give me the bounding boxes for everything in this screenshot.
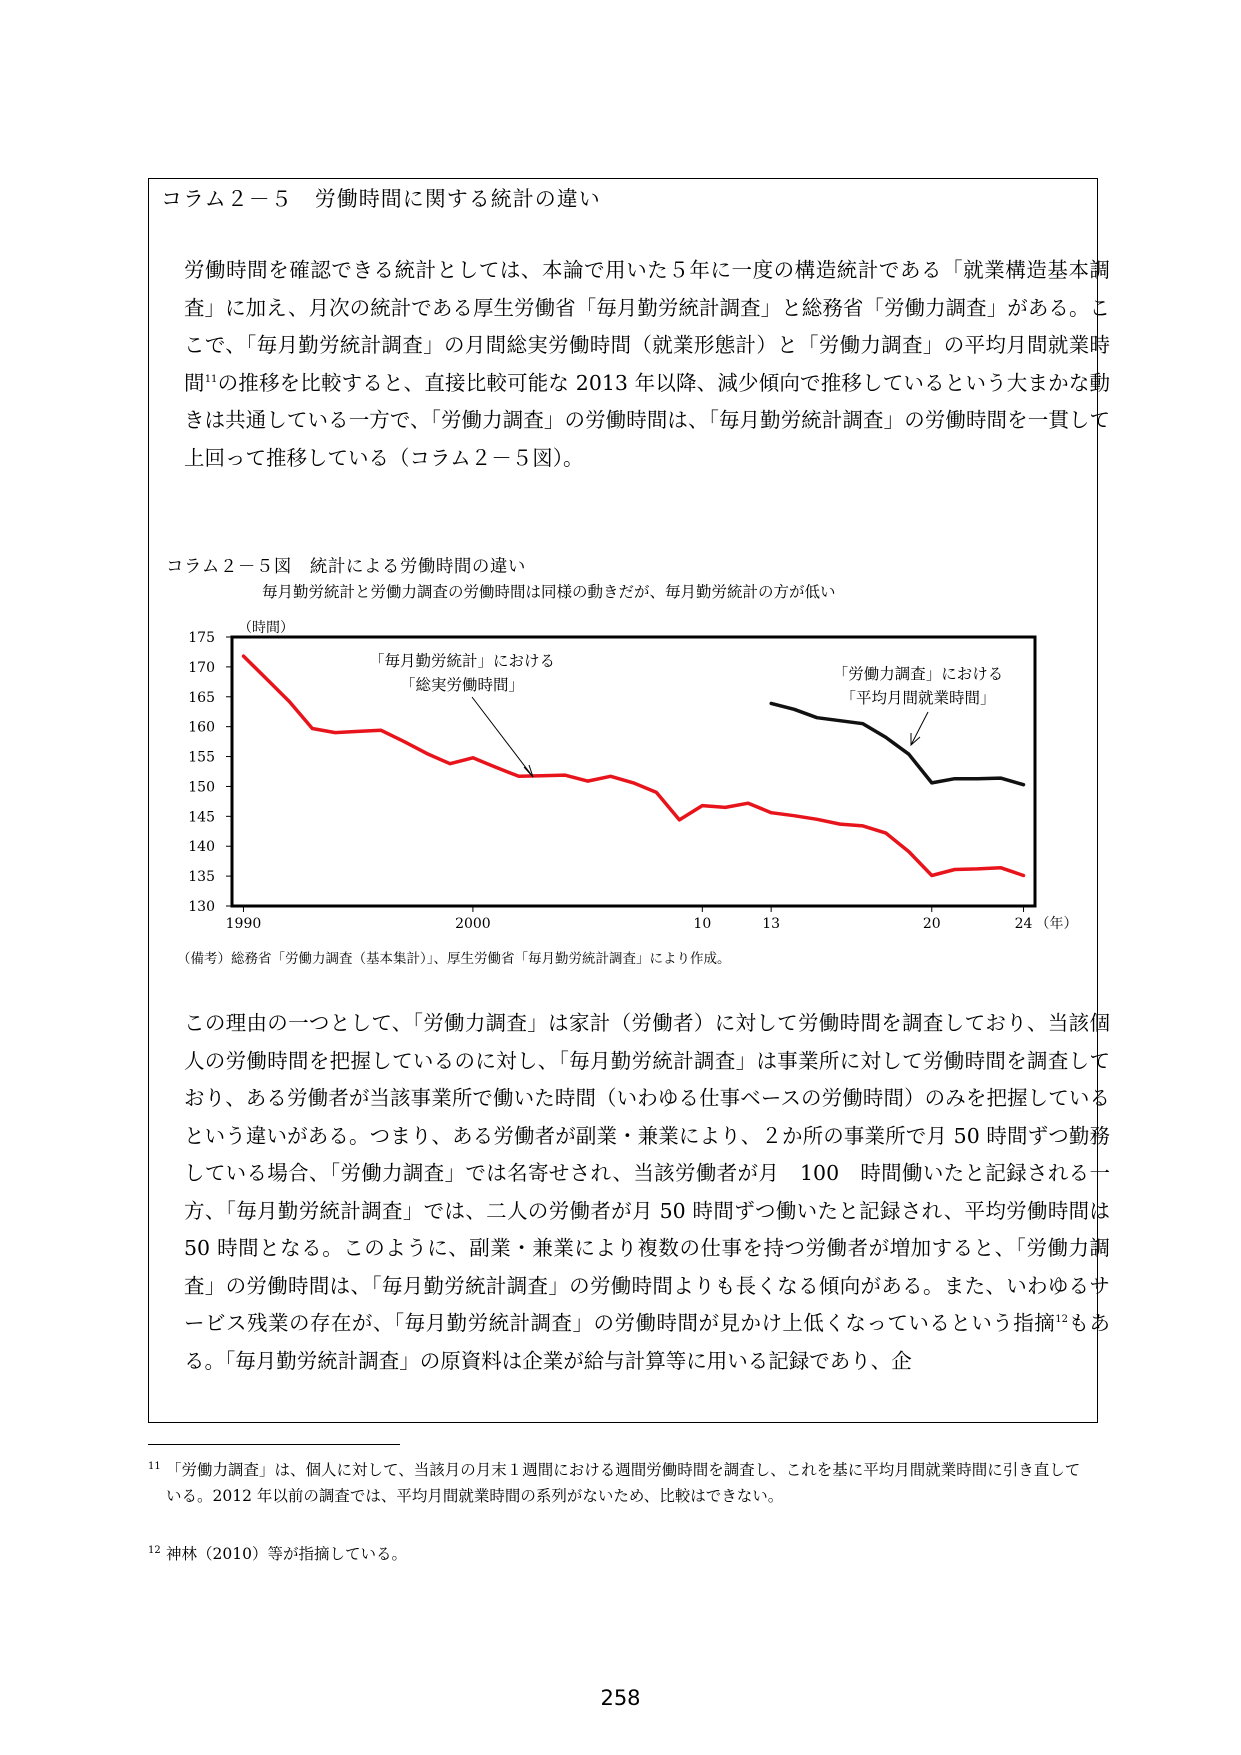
series-2-label-line-1: 「労働力調査」における	[832, 665, 1004, 683]
series-line-2	[771, 703, 1023, 784]
y-tick-label: 140	[188, 839, 215, 856]
figure-source-note: （備考）総務省「労働力調査（基本集計）」、厚生労働省「毎月勤労統計調査」により作成。	[177, 951, 731, 967]
series-1-label-line-1: 「毎月勤労統計」における	[368, 652, 556, 670]
x-tick-label: 2000	[455, 916, 491, 932]
footnote-text: 「労働力調査」は、個人に対して、当該月の月末１週間における週間労働時間を調査し、これを基に平均月間就業時間に引き直している。2012 年以前の調査では、平均月間就業時間の系列がないため、比較はできない。	[166, 1461, 1081, 1505]
y-tick-label: 155	[188, 749, 215, 766]
series-1-label-line-2: 「総実労働時間」	[399, 676, 525, 694]
x-tick-label: 20	[922, 916, 941, 932]
column-paragraph-2	[162, 1005, 1110, 1380]
y-tick-label: 130	[188, 899, 215, 915]
figure-subtitle: 毎月勤労統計と労働力調査の労働時間は同様の動きだが、毎月勤労統計の方が低い	[262, 583, 836, 601]
paragraph-1-text-b: の推移を比較すると、直接比較可能な 2013 年以降、減少傾向で推移しているという大まかな動きは共通している一方で、「労働力調査」の労働時間は、「毎月勤労統計調査」の労働時間を一貫して上回って推移している（コラム２－５図）。	[184, 370, 1111, 470]
y-tick-label: 175	[188, 630, 215, 646]
figure-title: コラム２－５図 統計による労働時間の違い	[166, 557, 526, 577]
page-number: 258	[600, 1686, 641, 1710]
x-tick-label: 1990	[225, 916, 262, 932]
footnote-divider	[148, 1444, 400, 1445]
footnote-ref-12[interactable]: 12	[1055, 1314, 1069, 1326]
series-1-arrow-line	[472, 697, 533, 777]
x-tick-label: 10	[693, 916, 712, 932]
footnote-mark: 11	[148, 1461, 161, 1472]
series-2-arrow-line	[911, 712, 928, 745]
y-tick-label: 145	[188, 809, 215, 826]
footnote-11	[148, 1457, 1098, 1509]
footnote-mark: 12	[148, 1545, 161, 1556]
y-tick-label: 170	[188, 659, 215, 676]
footnote-12	[148, 1541, 1098, 1567]
y-tick-label: 160	[188, 719, 215, 736]
x-tick-label: 24	[1014, 916, 1033, 932]
footnote-ref-11[interactable]: 11	[204, 373, 218, 385]
series-2-label-line-2: 「平均月間就業時間」	[840, 689, 996, 707]
paragraph-1-text-a: 労働時間を確認できる統計としては、本論で用いた５年に一度の構造統計である「就業構造基本調査」に加え、月次の統計である厚生労働省「毎月勤労統計調査」と総務省「労働力調査」がある。ここで、「毎月勤労統計調査」の月間総実労働時間（就業形態計）と「労働力調査」の平均月間就業時間	[184, 258, 1110, 395]
paragraph-2-text-a: この理由の一つとして、「労働力調査」は家計（労働者）に対して労働時間を調査しており、当該個人の労働時間を把握しているのに対し、「毎月勤労統計調査」は事業所に対して労働時間を調査しており、ある労働者が当該事業所で働いた時間（いわゆる仕事ベースの労働時間）のみを把握しているという違いがある。つまり、ある労働者が副業・兼業により、２か所の事業所で月 50 時間ずつ勤務している場合、「労働力調査」では名寄せされ、当該労働者が月 100 時間働いたと記録される一方、「毎月勤労統計調査」では、二人の労働者が月 50 時間ずつ働いたと記録され、平均労働時間は 50 時間となる。このように、副業・兼業により複数の仕事を持つ労働者が増加すると、「労働力調査」の労働時間は、「毎月勤労統計調査」の労働時間よりも長くなる傾向がある。また、いわゆるサービス残業の存在が、「毎月勤労統計調査」の労働時間が見かけ上低くなっているという指摘	[184, 1011, 1110, 1335]
y-axis-unit: （時間）	[238, 620, 294, 636]
y-tick-label: 150	[188, 779, 215, 796]
x-axis-unit: （年）	[1035, 916, 1078, 932]
column-title: コラム２－５ 労働時間に関する統計の違い	[161, 187, 601, 211]
y-tick-label: 165	[188, 689, 215, 706]
paragraph-2-text-b: もある。「毎月勤労統計調査」の原資料は企業が給与計算等に用いる記録であり、企	[184, 1311, 1111, 1373]
footnote-text: 神林（2010）等が指摘している。	[166, 1545, 407, 1563]
y-tick-label: 135	[188, 869, 215, 886]
x-tick-label: 13	[762, 916, 781, 932]
series-2-arrow-head	[911, 733, 920, 745]
